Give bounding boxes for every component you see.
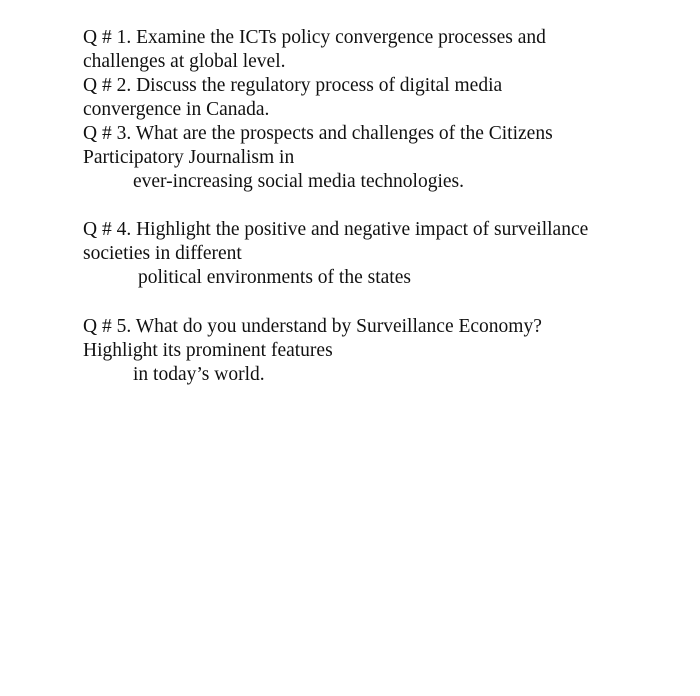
question-5-line-2: Highlight its prominent features: [83, 340, 333, 361]
question-4-line-3: political environments of the states: [138, 267, 411, 288]
question-5-line-1: Q # 5. What do you understand by Surveillance Economy?: [83, 316, 542, 337]
question-3-line-2: Participatory Journalism in: [83, 147, 295, 168]
question-1-line-2: challenges at global level.: [83, 51, 286, 72]
question-4-line-2: societies in different: [83, 243, 242, 264]
question-4-line-1: Q # 4. Highlight the positive and negative impact of surveillance: [83, 219, 589, 240]
question-2-line-2: convergence in Canada.: [83, 99, 270, 120]
question-3-line-3: ever-increasing social media technologies.: [133, 171, 464, 192]
question-1-line-1: Q # 1. Examine the ICTs policy convergence processes and: [83, 27, 546, 48]
question-3-line-1: Q # 3. What are the prospects and challenges of the Citizens: [83, 123, 553, 144]
question-2-line-1: Q # 2. Discuss the regulatory process of digital media: [83, 75, 503, 96]
question-5-line-3: in today’s world.: [133, 364, 265, 385]
